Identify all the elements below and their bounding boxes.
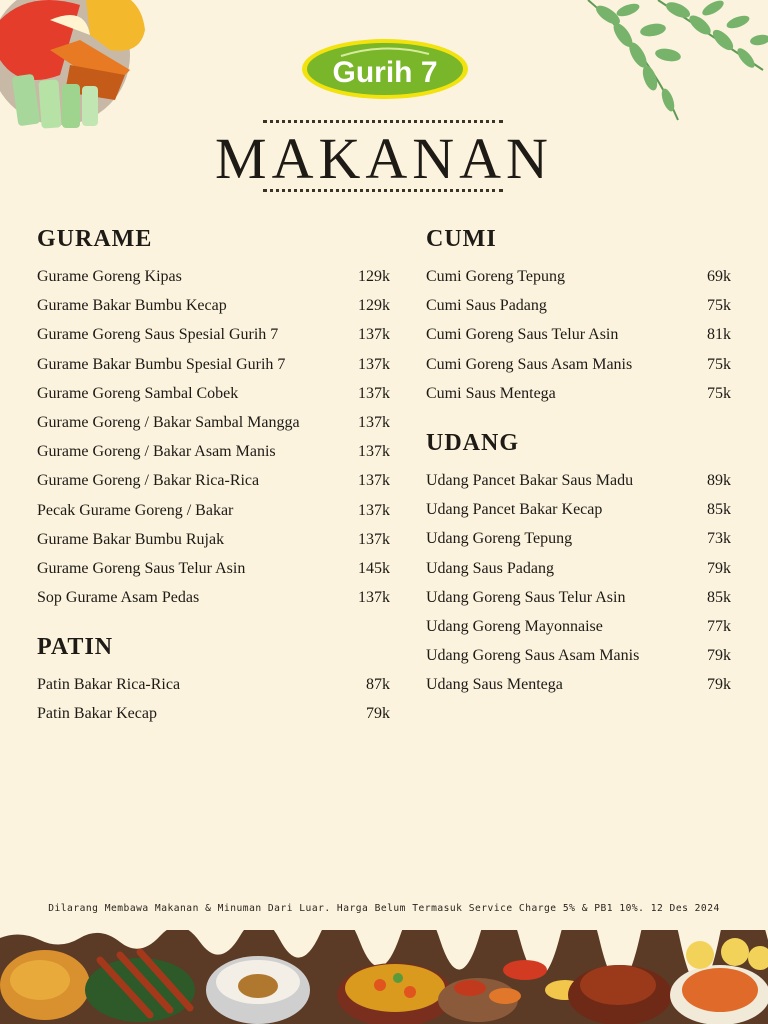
menu-item-name: Sop Gurame Asam Pedas [37, 589, 200, 607]
menu-item [37, 262, 390, 291]
footer-note: Dilarang Membawa Makanan & Minuman Dari Luar. Harga Belum Termasuk Service Charge 5% & PB1 10%. 12 Des 2024 [48, 903, 720, 914]
food-photo-strip [0, 930, 768, 1024]
menu-item-price: 137k [358, 589, 390, 607]
menu-item [426, 291, 731, 320]
menu-item-price: 89k [707, 471, 731, 489]
menu-item-price: 79k [707, 647, 731, 665]
menu-section-patin [37, 630, 390, 728]
menu-item-name: Gurame Goreng Sambal Cobek [37, 384, 239, 402]
menu-item [37, 350, 390, 379]
menu-item-name: Pecak Gurame Goreng / Bakar [37, 501, 234, 519]
menu-item-name: Gurame Bakar Bumbu Rujak [37, 530, 225, 548]
menu-item-price: 87k [366, 676, 390, 694]
menu-item-price: 75k [707, 355, 731, 373]
menu-item-price: 137k [358, 355, 390, 373]
menu-item-price: 145k [358, 559, 390, 577]
menu-item-name: Udang Saus Padang [426, 559, 554, 577]
menu-item [426, 524, 731, 553]
menu-item-price: 137k [358, 472, 390, 490]
leaves-decoration [528, 0, 768, 130]
menu-item-name: Udang Goreng Tepung [426, 530, 573, 548]
menu-item-price: 73k [707, 530, 731, 548]
section-title: GURAME [37, 226, 153, 252]
menu-section-udang [426, 426, 731, 700]
section-title: UDANG [426, 429, 519, 456]
menu-item [37, 379, 390, 408]
brand-logo-text: Gurih 7 [332, 56, 438, 89]
menu-item [37, 291, 390, 320]
menu-item-price: 137k [358, 501, 390, 519]
menu-item-price: 77k [707, 617, 731, 635]
menu-item [426, 554, 731, 583]
menu-item-price: 129k [358, 297, 390, 315]
menu-item [37, 496, 390, 525]
menu-item-price: 69k [707, 268, 731, 285]
menu-item [426, 641, 731, 670]
menu-item-name: Patin Bakar Kecap [37, 705, 157, 723]
menu-item [426, 583, 731, 612]
menu-item-price: 137k [358, 384, 390, 402]
section-title: PATIN [37, 634, 114, 661]
menu-item-price: 75k [707, 384, 731, 402]
menu-item [37, 525, 390, 554]
menu-item-name: Gurame Bakar Bumbu Spesial Gurih 7 [37, 355, 286, 373]
menu-item-price: 137k [358, 530, 390, 548]
menu-item-price: 75k [707, 297, 731, 315]
menu-item [37, 437, 390, 466]
menu-item-name: Cumi Saus Padang [426, 297, 547, 315]
menu-item-price: 137k [358, 326, 390, 344]
menu-item [37, 670, 390, 699]
menu-item-name: Gurame Goreng / Bakar Sambal Mangga [37, 413, 300, 431]
food-illustration-top-left [0, 0, 150, 140]
menu-item-price: 85k [707, 501, 731, 519]
menu-section-cumi [426, 222, 731, 408]
menu-item-name: Cumi Goreng Saus Telur Asin [426, 326, 619, 344]
page-title: MAKANAN [215, 126, 553, 191]
menu-item [426, 379, 731, 408]
menu-item-name: Gurame Goreng Saus Telur Asin [37, 559, 246, 577]
menu-item [37, 583, 390, 612]
menu-item-name: Patin Bakar Rica-Rica [37, 676, 181, 694]
menu-item [426, 670, 731, 699]
menu-item [37, 699, 390, 728]
menu-item-price: 81k [707, 326, 731, 344]
menu-item-name: Udang Goreng Saus Asam Manis [426, 647, 640, 665]
menu-item [37, 466, 390, 495]
menu-item [37, 320, 390, 349]
menu-item-name: Udang Pancet Bakar Kecap [426, 501, 603, 519]
menu-item-name: Gurame Goreng Saus Spesial Gurih 7 [37, 326, 279, 344]
menu-item-name: Udang Saus Mentega [426, 676, 563, 694]
menu-section-gurame [37, 222, 390, 612]
menu-item [426, 350, 731, 379]
menu-item [426, 320, 731, 349]
menu-item-price: 129k [358, 268, 390, 285]
menu-item [37, 408, 390, 437]
section-title: CUMI [426, 226, 497, 252]
menu-item-name: Udang Goreng Mayonnaise [426, 617, 603, 635]
menu-item-price: 137k [358, 413, 390, 431]
brand-logo [301, 38, 469, 100]
menu-item [426, 262, 731, 291]
title-divider-top [263, 120, 503, 123]
menu-item-name: Udang Goreng Saus Telur Asin [426, 588, 626, 606]
menu-item [37, 554, 390, 583]
menu-item-price: 79k [366, 705, 390, 723]
menu-column-left [37, 222, 390, 747]
menu-item-name: Gurame Goreng / Bakar Rica-Rica [37, 472, 260, 490]
menu-item-price: 79k [707, 676, 731, 694]
menu-item-price: 137k [358, 443, 390, 461]
menu-item-name: Gurame Goreng / Bakar Asam Manis [37, 443, 276, 461]
menu-item-name: Gurame Bakar Bumbu Kecap [37, 297, 227, 315]
menu-item-name: Cumi Saus Mentega [426, 384, 556, 402]
title-divider-bottom [263, 189, 503, 192]
menu-item-name: Cumi Goreng Saus Asam Manis [426, 355, 633, 373]
menu-item [426, 466, 731, 495]
menu-item-price: 79k [707, 559, 731, 577]
menu-item-price: 85k [707, 588, 731, 606]
menu-item-name: Udang Pancet Bakar Saus Madu [426, 471, 634, 489]
menu-item [426, 495, 731, 524]
menu-column-right [426, 222, 731, 717]
menu-item [426, 612, 731, 641]
menu-item-name: Gurame Goreng Kipas [37, 268, 182, 285]
menu-item-name: Cumi Goreng Tepung [426, 268, 566, 285]
